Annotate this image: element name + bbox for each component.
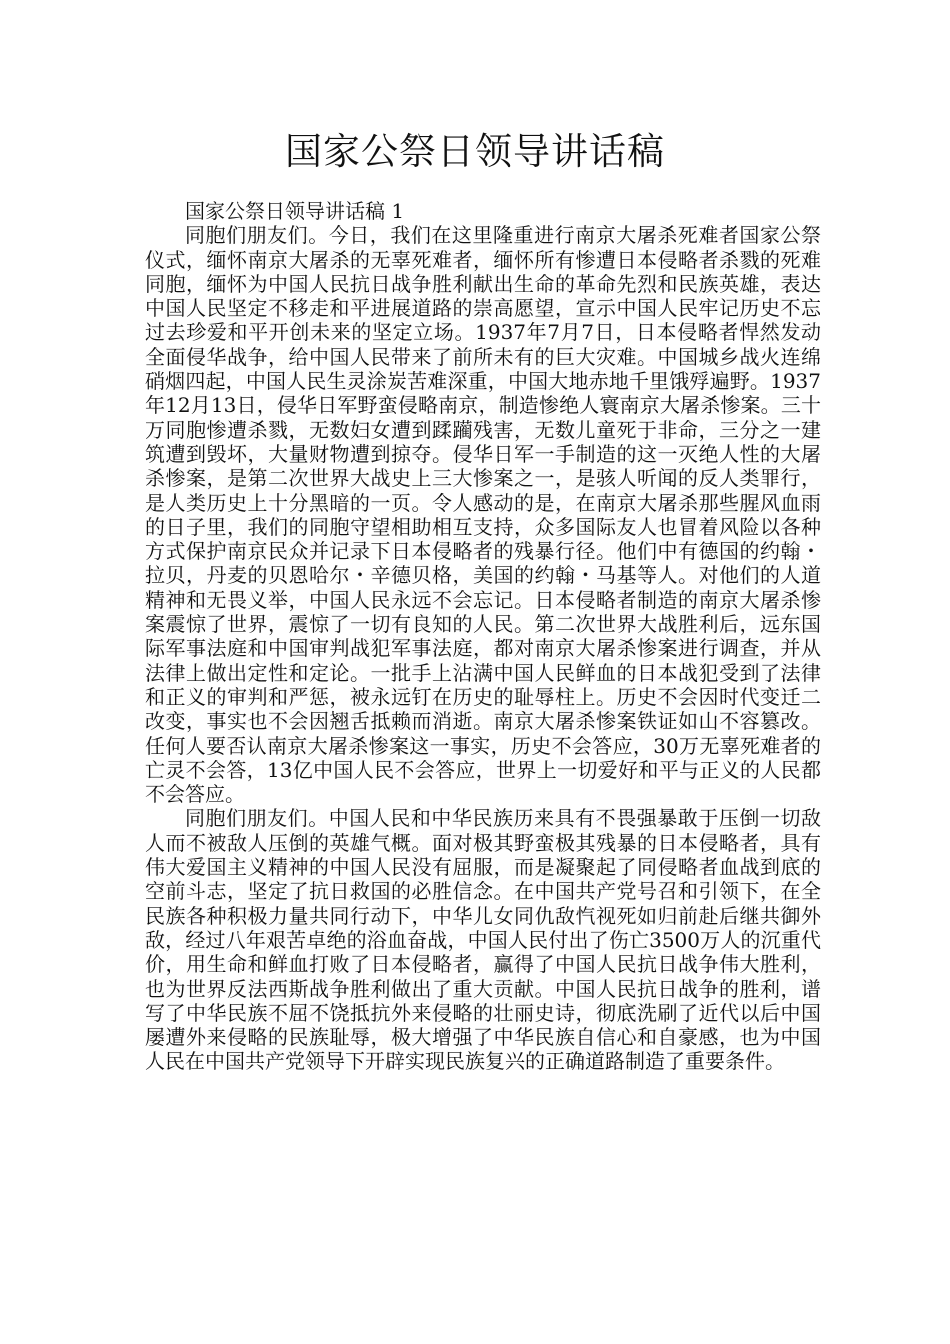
section-subheading: 国家公祭日领导讲话稿 1	[185, 199, 405, 223]
body-paragraph-2: 同胞们朋友们。中国人民和中华民族历来具有不畏强暴敢于压倒一切敌人而不被敌人压倒的英雄气概。面对极其野蛮极其残暴的日本侵略者，具有伟大爱国主义精神的中国人民没有屈服，而是凝聚起了同侵略者血战到底的空前斗志，坚定了抗日救国的必胜信念。在中国共产党号召和引领下，在全民族各种积极力量共同行动下，中华儿女同仇敌忾视死如归前赴后继共御外敌，经过八年艰苦卓绝的浴血奋战，中国人民付出了伤亡3500万人的沉重代价，用生命和鲜血打败了日本侵略者，赢得了中国人民抗日战争伟大胜利，也为世界反法西斯战争胜利做出了重大贡献。中国人民抗日战争的胜利，谱写了中华民族不屈不饶抵抗外来侵略的壮丽史诗，彻底洗刷了近代以后中国屡遭外来侵略的民族耻辱，极大增强了中华民族自信心和自豪感，也为中国人民在中国共产党领导下开辟实现民族复兴的正确道路制造了重要条件。	[145, 806, 821, 1074]
document-body	[145, 199, 821, 1074]
document-title: 国家公祭日领导讲话稿	[285, 130, 665, 173]
body-paragraph-1: 同胞们朋友们。今日，我们在这里隆重进行南京大屠杀死难者国家公祭仪式，缅怀南京大屠杀的无辜死难者，缅怀所有惨遭日本侵略者杀戮的死难同胞，缅怀为中国人民抗日战争胜利献出生命的革命先烈和民族英雄，表达中国人民坚定不移走和平进展道路的崇高愿望，宣示中国人民牢记历史不忘过去珍爱和平开创未来的坚定立场。1937年7月7日，日本侵略者悍然发动全面侵华战争，给中国人民带来了前所未有的巨大灾难。中国城乡战火连绵硝烟四起，中国人民生灵涂炭苦难深重，中国大地赤地千里饿殍遍野。1937年12月13日，侵华日军野蛮侵略南京，制造惨绝人寰南京大屠杀惨案。三十万同胞惨遭杀戮，无数妇女遭到蹂躏残害，无数儿童死于非命，三分之一建筑遭到毁坏，大量财物遭到掠夺。侵华日军一手制造的这一灭绝人性的大屠杀惨案，是第二次世界大战史上三大惨案之一，是骇人听闻的反人类罪行，是人类历史上十分黑暗的一页。令人感动的是，在南京大屠杀那些腥风血雨的日子里，我们的同胞守望相助相互支持，众多国际友人也冒着风险以各种方式保护南京民众并记录下日本侵略者的残暴行径。他们中有德国的约翰・拉贝，丹麦的贝恩哈尔・辛德贝格，美国的约翰・马基等人。对他们的人道精神和无畏义举，中国人民永远不会忘记。日本侵略者制造的南京大屠杀惨案震惊了世界，震惊了一切有良知的人民。第二次世界大战胜利后，远东国际军事法庭和中国审判战犯军事法庭，都对南京大屠杀惨案进行调查，并从法律上做出定性和定论。一批手上沾满中国人民鲜血的日本战犯受到了法律和正义的审判和严惩，被永远钉在历史的耻辱柱上。历史不会因时代变迁二改变，事实也不会因翘舌抵赖而消逝。南京大屠杀惨案铁证如山不容篡改。任何人要否认南京大屠杀惨案这一事实，历史不会答应，30万无辜死难者的亡灵不会答，13亿中国人民不会答应，世界上一切爱好和平与正义的人民都不会答应。	[145, 223, 821, 807]
